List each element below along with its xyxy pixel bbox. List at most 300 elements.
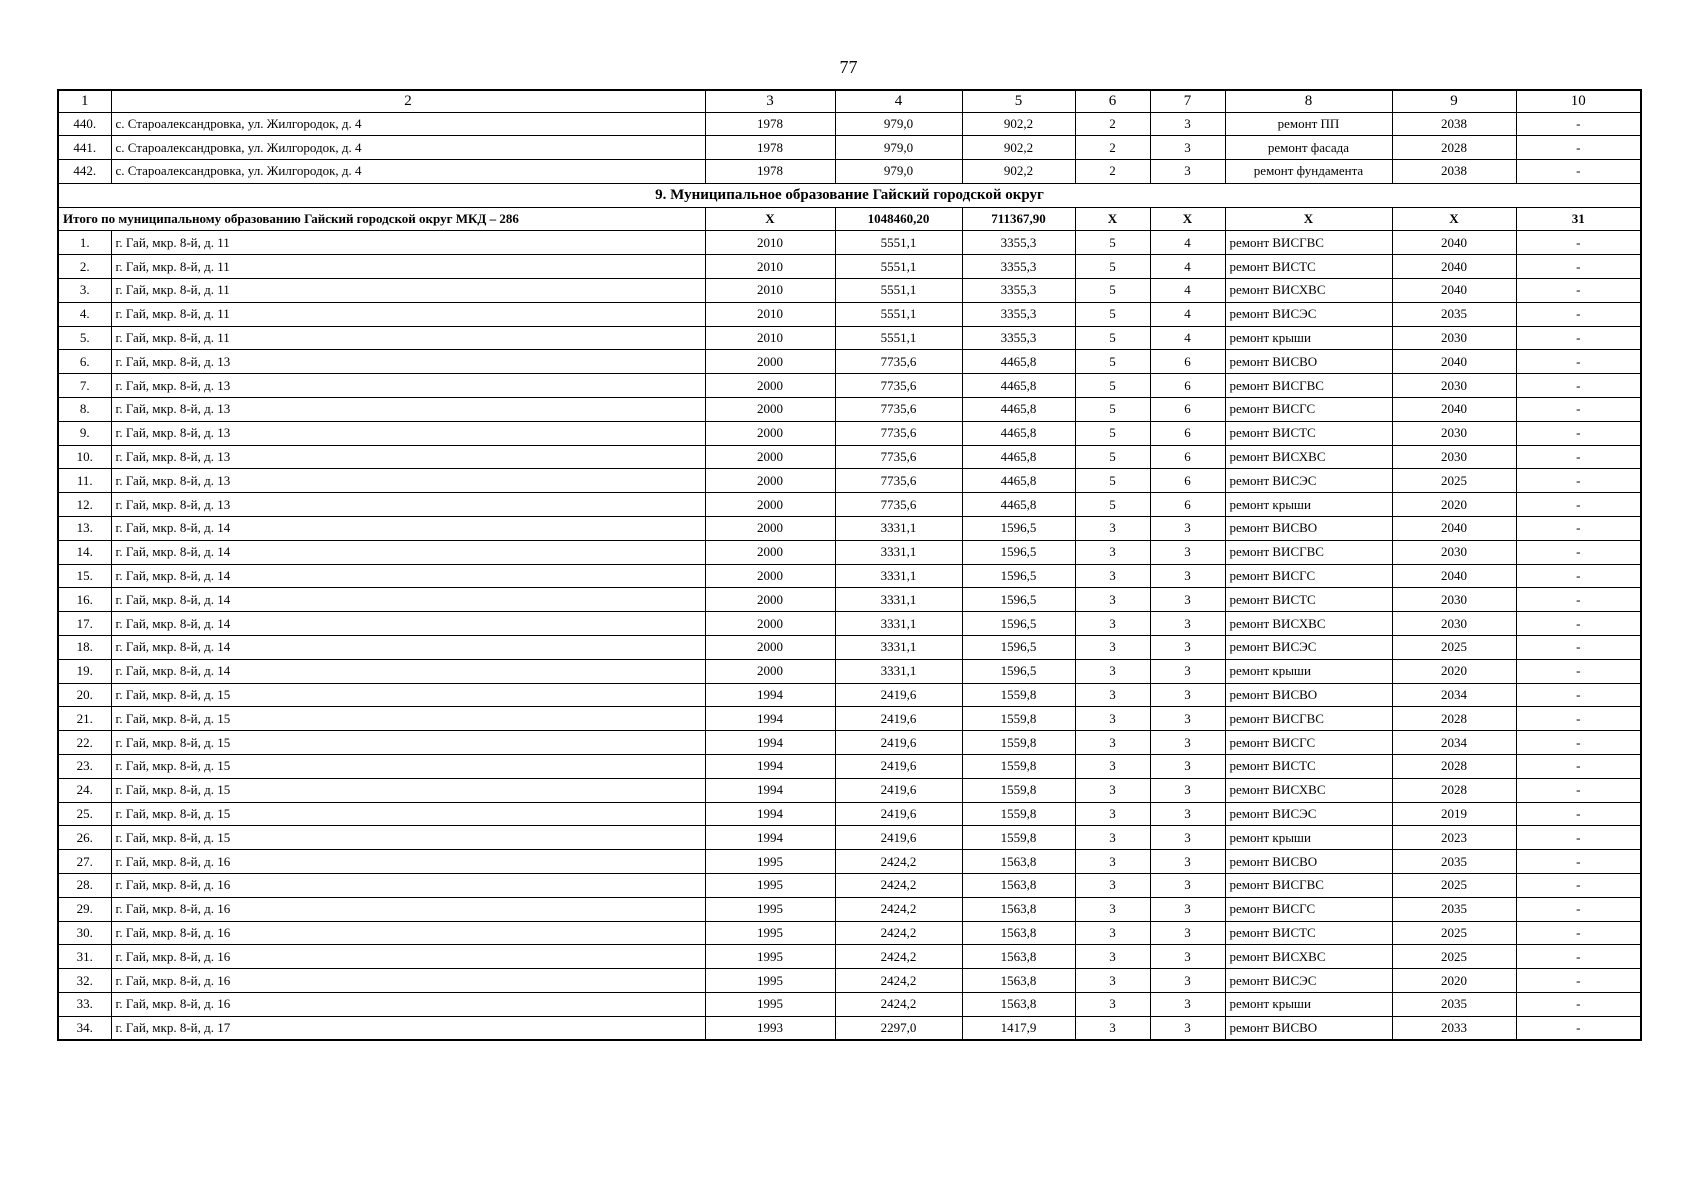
table-cell: 1596,5 (962, 659, 1075, 683)
table-cell: 3 (1150, 659, 1225, 683)
table-cell: 2025 (1392, 469, 1516, 493)
table-row (58, 445, 1641, 469)
table-cell: 5 (1075, 445, 1150, 469)
table-cell: - (1516, 945, 1641, 969)
table-cell: г. Гай, мкр. 8-й, д. 16 (111, 992, 705, 1016)
table-cell: ремонт крыши (1225, 326, 1392, 350)
table-cell: г. Гай, мкр. 8-й, д. 13 (111, 350, 705, 374)
table-cell: 1563,8 (962, 874, 1075, 898)
table-cell: 2419,6 (835, 707, 962, 731)
table-cell: 1559,8 (962, 707, 1075, 731)
table-cell: 2424,2 (835, 874, 962, 898)
table-cell: 2419,6 (835, 778, 962, 802)
table-cell: 3 (1150, 778, 1225, 802)
table-cell: ремонт ВИСВО (1225, 850, 1392, 874)
table-cell: 3 (1150, 755, 1225, 779)
table-cell: 2000 (705, 469, 835, 493)
table-row (58, 850, 1641, 874)
table-cell: 2030 (1392, 612, 1516, 636)
table-cell: - (1516, 517, 1641, 541)
table-cell: - (1516, 683, 1641, 707)
table-cell: 5551,1 (835, 302, 962, 326)
table-cell: 3331,1 (835, 612, 962, 636)
table-cell: 5 (1075, 326, 1150, 350)
table-cell: 8 (1225, 90, 1392, 112)
table-cell: 2020 (1392, 969, 1516, 993)
table-cell: 1559,8 (962, 683, 1075, 707)
table-cell: 5 (1075, 398, 1150, 422)
table-cell: 1417,9 (962, 1016, 1075, 1040)
table-row (58, 612, 1641, 636)
table-cell: - (1516, 493, 1641, 517)
table-cell: ремонт ВИСГС (1225, 398, 1392, 422)
table-cell: 3 (1150, 588, 1225, 612)
table-cell: 2040 (1392, 350, 1516, 374)
table-cell: 1994 (705, 731, 835, 755)
table-cell: X (1075, 207, 1150, 231)
table-cell: ремонт ВИСТС (1225, 421, 1392, 445)
table-body (58, 90, 1641, 1040)
table-cell: 3 (1075, 636, 1150, 660)
table-cell: 1596,5 (962, 588, 1075, 612)
table-cell: 3 (1150, 1016, 1225, 1040)
table-cell: X (1225, 207, 1392, 231)
table-cell: 2000 (705, 540, 835, 564)
table-cell: 1995 (705, 969, 835, 993)
table-cell: г. Гай, мкр. 8-й, д. 16 (111, 850, 705, 874)
table-cell: ремонт ВИСТС (1225, 588, 1392, 612)
table-cell: 2028 (1392, 136, 1516, 160)
table-cell: 4 (1150, 255, 1225, 279)
table-cell: 1995 (705, 992, 835, 1016)
table-cell: 3331,1 (835, 588, 962, 612)
table-row (58, 160, 1641, 184)
table-row (58, 350, 1641, 374)
table-cell: 2419,6 (835, 683, 962, 707)
table-cell: 3 (1150, 826, 1225, 850)
table-cell: 3 (1150, 850, 1225, 874)
table-cell: 2000 (705, 493, 835, 517)
table-cell: 18. (58, 636, 111, 660)
table-cell: 3 (1150, 945, 1225, 969)
table-cell: г. Гай, мкр. 8-й, д. 15 (111, 826, 705, 850)
table-cell: 19. (58, 659, 111, 683)
table-cell: ремонт ВИСТС (1225, 255, 1392, 279)
table-cell: - (1516, 136, 1641, 160)
table-cell: 2 (1075, 112, 1150, 136)
table-cell: 1978 (705, 112, 835, 136)
table-cell: 3 (1075, 802, 1150, 826)
table-cell: с. Староалександровка, ул. Жилгородок, д. 4 (111, 160, 705, 184)
table-cell: 5 (1075, 279, 1150, 303)
table-cell: ремонт ВИСВО (1225, 683, 1392, 707)
table-cell: ремонт ВИСГВС (1225, 707, 1392, 731)
table-cell: ремонт фасада (1225, 136, 1392, 160)
table-cell: 1559,8 (962, 778, 1075, 802)
table-cell: г. Гай, мкр. 8-й, д. 11 (111, 302, 705, 326)
table-cell: - (1516, 231, 1641, 255)
table-cell: ремонт крыши (1225, 493, 1392, 517)
table-cell: 30. (58, 921, 111, 945)
table-cell: 7735,6 (835, 421, 962, 445)
table-cell: 4 (1150, 302, 1225, 326)
table-cell: 22. (58, 731, 111, 755)
table-cell: 3355,3 (962, 279, 1075, 303)
table-cell: 1995 (705, 850, 835, 874)
table-cell: 6 (1150, 445, 1225, 469)
table-cell: 2000 (705, 350, 835, 374)
table-cell: - (1516, 969, 1641, 993)
table-cell: 3 (1150, 112, 1225, 136)
table-cell: 3 (1150, 160, 1225, 184)
table-cell: 3 (1075, 707, 1150, 731)
table-cell: г. Гай, мкр. 8-й, д. 15 (111, 802, 705, 826)
table-cell: 2000 (705, 588, 835, 612)
table-cell: - (1516, 992, 1641, 1016)
table-cell: 2040 (1392, 564, 1516, 588)
table-cell: 1563,8 (962, 850, 1075, 874)
table-cell: 2035 (1392, 897, 1516, 921)
table-cell: 3 (1150, 731, 1225, 755)
table-cell: 3 (1075, 731, 1150, 755)
table-cell: 3 (1150, 874, 1225, 898)
table-cell: - (1516, 421, 1641, 445)
table-cell: X (1150, 207, 1225, 231)
table-cell: г. Гай, мкр. 8-й, д. 14 (111, 540, 705, 564)
table-cell: 5 (1075, 231, 1150, 255)
table-cell: 5 (1075, 302, 1150, 326)
table-row (58, 636, 1641, 660)
table-cell: 20. (58, 683, 111, 707)
table-cell: 1563,8 (962, 897, 1075, 921)
table-cell: ремонт крыши (1225, 659, 1392, 683)
table-cell: ремонт ВИСЭС (1225, 302, 1392, 326)
table-cell: г. Гай, мкр. 8-й, д. 14 (111, 612, 705, 636)
table-cell: 3 (1075, 564, 1150, 588)
table-row (58, 112, 1641, 136)
table-cell: г. Гай, мкр. 8-й, д. 14 (111, 636, 705, 660)
table-cell: 4 (1150, 326, 1225, 350)
table-cell: 1559,8 (962, 731, 1075, 755)
table-cell: 2010 (705, 255, 835, 279)
table-cell: 2030 (1392, 374, 1516, 398)
table-cell: - (1516, 350, 1641, 374)
table-cell: 25. (58, 802, 111, 826)
table-cell: 2424,2 (835, 969, 962, 993)
table-cell: 6. (58, 350, 111, 374)
table-cell: 17. (58, 612, 111, 636)
table-cell: - (1516, 1016, 1641, 1040)
table-cell: 2000 (705, 636, 835, 660)
table-cell: 8. (58, 398, 111, 422)
table-cell: 2030 (1392, 326, 1516, 350)
table-cell: - (1516, 540, 1641, 564)
table-cell: г. Гай, мкр. 8-й, д. 16 (111, 897, 705, 921)
table-cell: ремонт ВИСГВС (1225, 231, 1392, 255)
table-cell: 3 (1150, 897, 1225, 921)
table-cell: 7735,6 (835, 493, 962, 517)
table-cell: 21. (58, 707, 111, 731)
table-cell: 2020 (1392, 659, 1516, 683)
table-cell: - (1516, 850, 1641, 874)
table-cell: 5551,1 (835, 255, 962, 279)
table-cell: г. Гай, мкр. 8-й, д. 13 (111, 398, 705, 422)
table-cell: 3 (1075, 517, 1150, 541)
table-cell: 2000 (705, 374, 835, 398)
table-cell: - (1516, 778, 1641, 802)
table-cell: 3355,3 (962, 255, 1075, 279)
table-cell: 5551,1 (835, 326, 962, 350)
table-cell: - (1516, 707, 1641, 731)
table-cell: X (705, 207, 835, 231)
table-cell: 2020 (1392, 493, 1516, 517)
table-cell: ремонт фундамента (1225, 160, 1392, 184)
table-row (58, 778, 1641, 802)
table-cell: - (1516, 374, 1641, 398)
table-cell: 2010 (705, 279, 835, 303)
table-cell: 5551,1 (835, 231, 962, 255)
table-cell: г. Гай, мкр. 8-й, д. 13 (111, 374, 705, 398)
table-cell: - (1516, 755, 1641, 779)
table-cell: 3 (1150, 612, 1225, 636)
table-row (58, 421, 1641, 445)
table-cell: - (1516, 921, 1641, 945)
table-cell: 2010 (705, 302, 835, 326)
table-cell: 3331,1 (835, 517, 962, 541)
table-cell: 1995 (705, 945, 835, 969)
table-cell: 2000 (705, 612, 835, 636)
table-row (58, 707, 1641, 731)
table-cell: 2030 (1392, 445, 1516, 469)
table-cell: - (1516, 279, 1641, 303)
table-cell: 2424,2 (835, 850, 962, 874)
table-cell: 1995 (705, 921, 835, 945)
table-cell: 1563,8 (962, 921, 1075, 945)
table-cell: 3 (1150, 992, 1225, 1016)
table-cell: г. Гай, мкр. 8-й, д. 11 (111, 231, 705, 255)
table-cell: 2000 (705, 564, 835, 588)
table-cell: - (1516, 112, 1641, 136)
table-cell: 5 (962, 90, 1075, 112)
table-cell: 4465,8 (962, 374, 1075, 398)
table-cell: 34. (58, 1016, 111, 1040)
table-cell: 2040 (1392, 517, 1516, 541)
table-cell: 2040 (1392, 231, 1516, 255)
table-cell: 979,0 (835, 112, 962, 136)
table-cell: 4465,8 (962, 421, 1075, 445)
table-cell: 440. (58, 112, 111, 136)
table-row (58, 897, 1641, 921)
table-cell: 3 (1150, 683, 1225, 707)
table-cell: 2025 (1392, 921, 1516, 945)
table-cell: 2028 (1392, 707, 1516, 731)
table-cell: 3331,1 (835, 659, 962, 683)
table-cell: 3 (1075, 992, 1150, 1016)
table-cell: - (1516, 826, 1641, 850)
table-cell: 1596,5 (962, 612, 1075, 636)
table-cell: 979,0 (835, 160, 962, 184)
table-cell: 3355,3 (962, 326, 1075, 350)
table-row (58, 517, 1641, 541)
table-cell: 6 (1150, 350, 1225, 374)
table-cell: ремонт ВИСВО (1225, 1016, 1392, 1040)
table-row (58, 683, 1641, 707)
table-cell: 2 (111, 90, 705, 112)
table-cell: - (1516, 160, 1641, 184)
table-cell: 5 (1075, 255, 1150, 279)
table-cell: 9. Муниципальное образование Гайский городской округ (58, 183, 1641, 207)
table-cell: 979,0 (835, 136, 962, 160)
table-cell: г. Гай, мкр. 8-й, д. 11 (111, 255, 705, 279)
table-cell: ремонт ВИСГВС (1225, 374, 1392, 398)
table-row (58, 659, 1641, 683)
table-row (58, 279, 1641, 303)
table-row (58, 326, 1641, 350)
table-cell: 2038 (1392, 160, 1516, 184)
table-cell: 2000 (705, 517, 835, 541)
table-cell: 12. (58, 493, 111, 517)
table-cell: 2025 (1392, 636, 1516, 660)
table-row (58, 469, 1641, 493)
table-cell: 28. (58, 874, 111, 898)
table-row (58, 588, 1641, 612)
table-cell: 1994 (705, 755, 835, 779)
table-cell: 3 (1075, 683, 1150, 707)
table-cell: - (1516, 398, 1641, 422)
table-row (58, 1016, 1641, 1040)
table-row (58, 493, 1641, 517)
table-cell: 441. (58, 136, 111, 160)
table-cell: 4 (1150, 279, 1225, 303)
table-cell: 3 (1075, 1016, 1150, 1040)
table-cell: г. Гай, мкр. 8-й, д. 13 (111, 493, 705, 517)
table-cell: 3 (1150, 921, 1225, 945)
table-cell: - (1516, 326, 1641, 350)
table-row (58, 874, 1641, 898)
table-cell: 2000 (705, 421, 835, 445)
table-cell: 2000 (705, 445, 835, 469)
table-cell: 3 (1075, 850, 1150, 874)
table-cell: 3 (1150, 969, 1225, 993)
table-cell: ремонт ВИСГВС (1225, 540, 1392, 564)
table-cell: 2 (1075, 160, 1150, 184)
table-cell: 3355,3 (962, 231, 1075, 255)
table-cell: ремонт ВИСЭС (1225, 969, 1392, 993)
table-row (58, 231, 1641, 255)
table-cell: 2424,2 (835, 945, 962, 969)
table-cell: 1563,8 (962, 945, 1075, 969)
table-cell: 2010 (705, 231, 835, 255)
total-row (58, 207, 1641, 231)
table-cell: 32. (58, 969, 111, 993)
table-cell: 6 (1150, 398, 1225, 422)
table-cell: 3 (1150, 540, 1225, 564)
table-cell: ремонт ВИСХВС (1225, 612, 1392, 636)
table-cell: 2424,2 (835, 921, 962, 945)
table-cell: 1995 (705, 874, 835, 898)
table-cell: 2040 (1392, 398, 1516, 422)
table-cell: г. Гай, мкр. 8-й, д. 15 (111, 731, 705, 755)
table-cell: 16. (58, 588, 111, 612)
table-cell: 3 (1075, 945, 1150, 969)
table-cell: 3 (1150, 564, 1225, 588)
table-cell: ремонт ВИСХВС (1225, 778, 1392, 802)
table-cell: - (1516, 636, 1641, 660)
table-cell: г. Гай, мкр. 8-й, д. 15 (111, 778, 705, 802)
table-row (58, 826, 1641, 850)
table-cell: 2419,6 (835, 755, 962, 779)
table-cell: 1596,5 (962, 564, 1075, 588)
table-cell: ремонт ВИСГВС (1225, 874, 1392, 898)
table-cell: 1 (58, 90, 111, 112)
table-cell: 1978 (705, 160, 835, 184)
table-cell: 3331,1 (835, 564, 962, 588)
table-cell: 3 (705, 90, 835, 112)
table-cell: 1994 (705, 802, 835, 826)
table-cell: 2010 (705, 326, 835, 350)
table-cell: 2038 (1392, 112, 1516, 136)
table-cell: 3 (1150, 136, 1225, 160)
table-cell: 4. (58, 302, 111, 326)
table-cell: 1563,8 (962, 992, 1075, 1016)
table-cell: 1596,5 (962, 517, 1075, 541)
table-cell: с. Староалександровка, ул. Жилгородок, д. 4 (111, 112, 705, 136)
table-cell: г. Гай, мкр. 8-й, д. 14 (111, 564, 705, 588)
table-cell: 13. (58, 517, 111, 541)
table-cell: 902,2 (962, 112, 1075, 136)
table-cell: г. Гай, мкр. 8-й, д. 14 (111, 588, 705, 612)
table-cell: 902,2 (962, 160, 1075, 184)
table-cell: 2040 (1392, 255, 1516, 279)
table-cell: г. Гай, мкр. 8-й, д. 16 (111, 874, 705, 898)
table-cell: - (1516, 564, 1641, 588)
table-cell: ремонт ВИСТС (1225, 921, 1392, 945)
table-cell: г. Гай, мкр. 8-й, д. 14 (111, 659, 705, 683)
table-cell: 6 (1075, 90, 1150, 112)
table-cell: 3 (1150, 636, 1225, 660)
table-cell: 2028 (1392, 778, 1516, 802)
table-cell: Итого по муниципальному образованию Гайский городской округ МКД – 286 (58, 207, 705, 231)
table-row (58, 564, 1641, 588)
table-cell: ремонт ВИСЭС (1225, 802, 1392, 826)
table-cell: с. Староалександровка, ул. Жилгородок, д. 4 (111, 136, 705, 160)
table-cell: 5. (58, 326, 111, 350)
table-cell: ремонт ВИСХВС (1225, 945, 1392, 969)
table-cell: 1994 (705, 826, 835, 850)
table-cell: 6 (1150, 374, 1225, 398)
table-cell: 1994 (705, 707, 835, 731)
table-cell: ремонт ПП (1225, 112, 1392, 136)
table-cell: 2028 (1392, 755, 1516, 779)
table-cell: 7735,6 (835, 445, 962, 469)
table-cell: 2000 (705, 659, 835, 683)
table-cell: 3 (1075, 826, 1150, 850)
table-cell: 7735,6 (835, 374, 962, 398)
table-cell: - (1516, 802, 1641, 826)
table-cell: 2034 (1392, 731, 1516, 755)
table-cell: 1994 (705, 683, 835, 707)
table-cell: - (1516, 874, 1641, 898)
table-cell: 2035 (1392, 992, 1516, 1016)
table-cell: 6 (1150, 469, 1225, 493)
table-row (58, 969, 1641, 993)
table-cell: 7 (1150, 90, 1225, 112)
table-cell: 1048460,20 (835, 207, 962, 231)
table-cell: 2033 (1392, 1016, 1516, 1040)
table-cell: 11. (58, 469, 111, 493)
table-row (58, 398, 1641, 422)
table-cell: 2030 (1392, 588, 1516, 612)
